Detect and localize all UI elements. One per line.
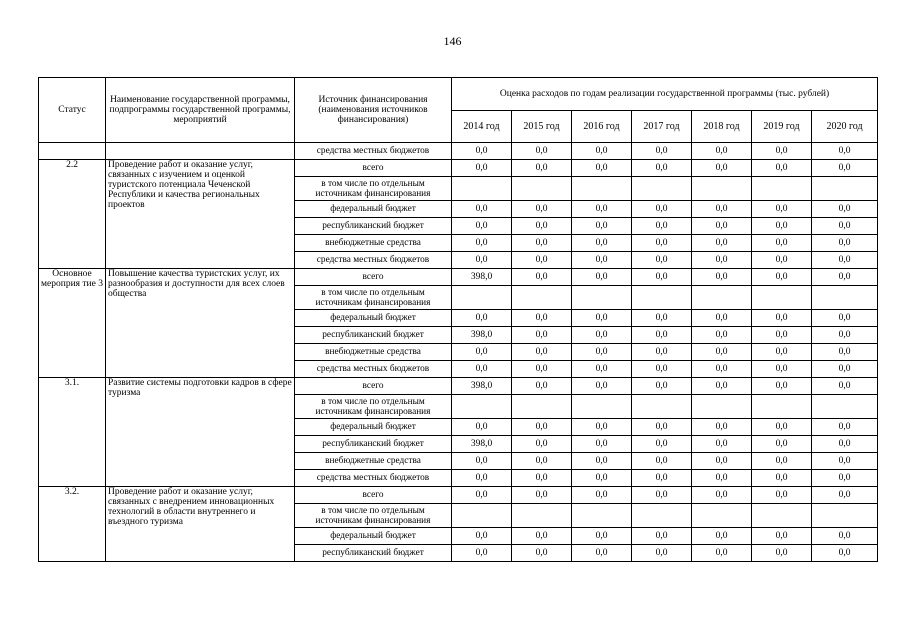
value-cell: 0,0 [512,160,572,177]
value-cell: 0,0 [452,344,512,361]
value-cell: 0,0 [692,528,752,545]
value-cell: 0,0 [572,218,632,235]
value-cell: 0,0 [752,327,812,344]
status-cell [39,143,106,160]
table-row [39,487,878,504]
value-cell: 0,0 [692,160,752,177]
value-cell: 398,0 [452,327,512,344]
value-cell: 0,0 [812,436,878,453]
value-cell: 0,0 [752,436,812,453]
source-cell: средства местных бюджетов [295,470,452,487]
table-row [39,160,878,177]
source-cell: внебюджетные средства [295,235,452,252]
header-name: Наименование государственной программы, подпрограммы государственной программы, мероприятий [106,78,295,143]
value-cell: 0,0 [812,528,878,545]
source-cell: в том числе по отдельным источникам финансирования [295,395,452,419]
value-cell: 0,0 [512,528,572,545]
source-cell: всего [295,269,452,286]
table-row [39,269,878,286]
value-cell: 0,0 [692,487,752,504]
source-cell: всего [295,378,452,395]
value-cell: 0,0 [692,327,752,344]
value-cell: 0,0 [752,453,812,470]
value-cell: 0,0 [752,252,812,269]
value-cell: 0,0 [692,470,752,487]
value-cell: 0,0 [752,310,812,327]
value-cell: 0,0 [752,160,812,177]
value-cell: 0,0 [752,218,812,235]
value-cell: 0,0 [572,160,632,177]
value-cell [452,286,512,310]
value-cell [812,395,878,419]
value-cell: 0,0 [812,201,878,218]
name-cell [106,143,295,160]
value-cell: 0,0 [812,160,878,177]
budget-table [38,77,878,562]
header-estimate: Оценка расходов по годам реализации государственной программы (тыс. рублей) [452,78,878,111]
value-cell: 0,0 [692,361,752,378]
header-year: 2018 год [692,111,752,143]
source-cell: республиканский бюджет [295,545,452,562]
source-cell: федеральный бюджет [295,310,452,327]
status-cell: 3.2. [39,487,106,562]
value-cell: 0,0 [512,327,572,344]
value-cell [452,395,512,419]
value-cell: 0,0 [812,143,878,160]
source-cell: внебюджетные средства [295,453,452,470]
source-cell: средства местных бюджетов [295,361,452,378]
value-cell: 0,0 [452,453,512,470]
value-cell: 0,0 [812,327,878,344]
table-header [39,78,878,143]
value-cell: 0,0 [752,487,812,504]
value-cell: 0,0 [512,143,572,160]
status-cell: 2.2 [39,160,106,269]
value-cell: 398,0 [452,378,512,395]
value-cell: 0,0 [452,252,512,269]
value-cell: 0,0 [812,252,878,269]
value-cell [812,504,878,528]
value-cell: 0,0 [632,344,692,361]
source-cell: в том числе по отдельным источникам финансирования [295,504,452,528]
value-cell: 0,0 [692,453,752,470]
value-cell [572,177,632,201]
value-cell: 0,0 [452,310,512,327]
value-cell: 0,0 [812,361,878,378]
header-year: 2017 год [632,111,692,143]
name-cell: Проведение работ и оказание услуг, связанных с изучением и оценкой туристского потенциала Чеченской Республики и качества региональных проектов [106,160,295,269]
value-cell: 0,0 [692,419,752,436]
value-cell: 0,0 [572,327,632,344]
source-cell: всего [295,160,452,177]
value-cell: 0,0 [572,436,632,453]
value-cell: 0,0 [452,487,512,504]
value-cell: 0,0 [512,344,572,361]
value-cell: 0,0 [692,201,752,218]
value-cell: 0,0 [572,252,632,269]
value-cell: 0,0 [632,143,692,160]
value-cell [512,504,572,528]
source-cell: всего [295,487,452,504]
source-cell: федеральный бюджет [295,528,452,545]
value-cell: 0,0 [452,201,512,218]
value-cell [692,395,752,419]
value-cell: 0,0 [632,487,692,504]
value-cell: 0,0 [632,310,692,327]
name-cell: Развитие системы подготовки кадров в сфере туризма [106,378,295,487]
value-cell: 0,0 [632,269,692,286]
value-cell: 0,0 [632,201,692,218]
value-cell: 0,0 [572,344,632,361]
value-cell: 0,0 [512,235,572,252]
value-cell [812,286,878,310]
value-cell: 0,0 [572,528,632,545]
source-cell: республиканский бюджет [295,436,452,453]
value-cell: 0,0 [512,252,572,269]
value-cell: 0,0 [812,269,878,286]
value-cell [452,504,512,528]
table-row [39,378,878,395]
source-cell: федеральный бюджет [295,201,452,218]
value-cell: 0,0 [632,327,692,344]
value-cell: 0,0 [812,419,878,436]
source-cell: в том числе по отдельным источникам финансирования [295,286,452,310]
value-cell [752,395,812,419]
value-cell: 0,0 [512,453,572,470]
value-cell: 0,0 [692,218,752,235]
value-cell [692,286,752,310]
value-cell: 0,0 [452,470,512,487]
value-cell: 0,0 [632,235,692,252]
value-cell: 0,0 [752,235,812,252]
value-cell [572,395,632,419]
value-cell: 0,0 [632,436,692,453]
value-cell: 0,0 [572,453,632,470]
header-year: 2014 год [452,111,512,143]
status-cell: 3.1. [39,378,106,487]
value-cell [752,177,812,201]
value-cell: 0,0 [452,419,512,436]
value-cell: 0,0 [452,528,512,545]
value-cell: 0,0 [812,470,878,487]
value-cell: 0,0 [572,378,632,395]
value-cell: 0,0 [752,344,812,361]
value-cell: 0,0 [632,528,692,545]
value-cell: 0,0 [572,545,632,562]
value-cell: 0,0 [812,487,878,504]
value-cell: 0,0 [812,218,878,235]
value-cell: 0,0 [632,453,692,470]
header-source: Источник финансирования (наименования источников финансирования) [295,78,452,143]
value-cell [512,286,572,310]
header-year: 2016 год [572,111,632,143]
header-status: Статус [39,78,106,143]
value-cell: 0,0 [692,235,752,252]
value-cell: 0,0 [812,453,878,470]
value-cell: 0,0 [512,487,572,504]
value-cell: 0,0 [632,378,692,395]
value-cell: 0,0 [812,344,878,361]
value-cell: 0,0 [752,269,812,286]
value-cell: 0,0 [572,419,632,436]
value-cell: 0,0 [632,361,692,378]
value-cell: 0,0 [572,470,632,487]
value-cell [632,504,692,528]
value-cell [632,177,692,201]
value-cell: 0,0 [512,310,572,327]
value-cell: 0,0 [632,160,692,177]
value-cell: 0,0 [572,269,632,286]
value-cell [752,286,812,310]
value-cell: 0,0 [572,487,632,504]
value-cell: 0,0 [692,436,752,453]
value-cell: 0,0 [752,470,812,487]
value-cell: 0,0 [512,201,572,218]
source-cell: республиканский бюджет [295,218,452,235]
value-cell [692,504,752,528]
value-cell: 0,0 [752,143,812,160]
value-cell: 0,0 [512,470,572,487]
table-body [39,143,878,562]
value-cell: 0,0 [812,545,878,562]
value-cell: 0,0 [512,361,572,378]
value-cell: 0,0 [452,218,512,235]
value-cell: 0,0 [632,218,692,235]
name-cell: Повышение качества туристских услуг, их разнообразия и доступности для всех слоев общества [106,269,295,378]
source-cell: федеральный бюджет [295,419,452,436]
value-cell: 0,0 [632,470,692,487]
value-cell: 0,0 [812,235,878,252]
value-cell: 0,0 [752,528,812,545]
value-cell: 0,0 [752,378,812,395]
table-row [39,143,878,160]
value-cell: 398,0 [452,269,512,286]
value-cell: 0,0 [452,545,512,562]
value-cell [452,177,512,201]
source-cell: средства местных бюджетов [295,252,452,269]
value-cell: 0,0 [512,378,572,395]
value-cell [692,177,752,201]
value-cell: 0,0 [572,235,632,252]
value-cell: 0,0 [632,252,692,269]
value-cell [572,286,632,310]
value-cell: 0,0 [692,310,752,327]
value-cell: 0,0 [812,378,878,395]
value-cell: 0,0 [692,143,752,160]
source-cell: внебюджетные средства [295,344,452,361]
value-cell: 0,0 [692,545,752,562]
source-cell: в том числе по отдельным источникам финансирования [295,177,452,201]
source-cell: средства местных бюджетов [295,143,452,160]
value-cell: 0,0 [632,545,692,562]
value-cell: 0,0 [452,235,512,252]
source-cell: республиканский бюджет [295,327,452,344]
name-cell: Проведение работ и оказание услуг, связанных с внедрением инновационных технологий в области внутреннего и въездного туризма [106,487,295,562]
value-cell: 0,0 [512,436,572,453]
status-cell: Основное мероприя тие 3 [39,269,106,378]
value-cell: 0,0 [812,310,878,327]
value-cell [572,504,632,528]
value-cell: 0,0 [752,201,812,218]
value-cell: 0,0 [572,361,632,378]
header-year: 2019 год [752,111,812,143]
value-cell: 0,0 [632,419,692,436]
value-cell: 0,0 [452,143,512,160]
value-cell: 0,0 [692,269,752,286]
value-cell: 0,0 [512,269,572,286]
value-cell: 0,0 [752,361,812,378]
value-cell [752,504,812,528]
value-cell [632,286,692,310]
page-number: 146 [443,34,462,48]
value-cell: 0,0 [752,545,812,562]
value-cell: 0,0 [572,310,632,327]
value-cell: 0,0 [692,252,752,269]
value-cell: 0,0 [572,143,632,160]
value-cell: 0,0 [512,218,572,235]
value-cell: 398,0 [452,436,512,453]
value-cell [812,177,878,201]
value-cell [632,395,692,419]
value-cell [512,177,572,201]
value-cell: 0,0 [752,419,812,436]
value-cell: 0,0 [452,361,512,378]
value-cell [512,395,572,419]
header-year: 2015 год [512,111,572,143]
header-year: 2020 год [812,111,878,143]
value-cell: 0,0 [452,160,512,177]
value-cell: 0,0 [572,201,632,218]
value-cell: 0,0 [692,378,752,395]
value-cell: 0,0 [512,545,572,562]
value-cell: 0,0 [512,419,572,436]
value-cell: 0,0 [692,344,752,361]
